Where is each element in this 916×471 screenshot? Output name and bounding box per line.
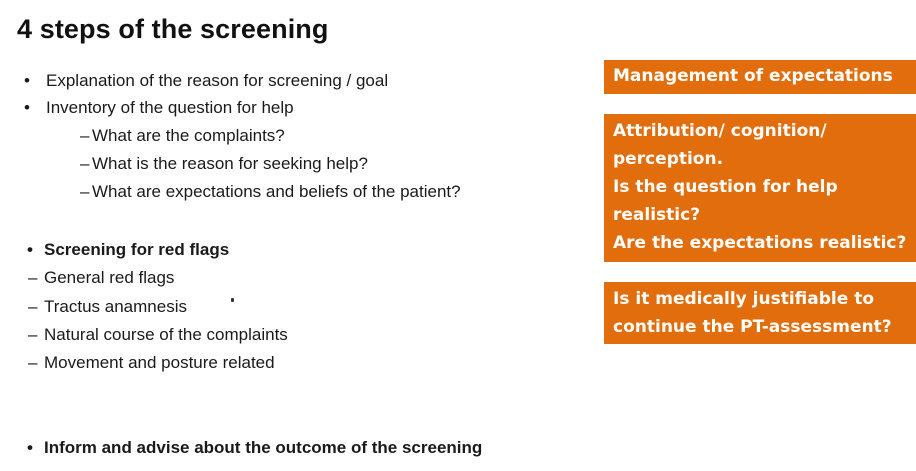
bullet-marker: • <box>27 240 33 259</box>
callout-line: Is it medically justifiable to <box>613 289 875 309</box>
sub-expectations: What are expectations and beliefs of the patient? <box>92 182 461 201</box>
bullet-marker: • <box>24 71 30 90</box>
bullet-marker: • <box>24 98 30 117</box>
callout-management-expectations <box>604 60 916 94</box>
step-explanation: Explanation of the reason for screening / goal <box>46 71 389 90</box>
callout-line: Management of expectations <box>613 66 893 86</box>
red-flag-general: General red flags <box>44 268 175 287</box>
red-flag-natural-course: Natural course of the complaints <box>44 325 288 344</box>
step-inventory: Inventory of the question for help <box>46 98 294 117</box>
bullet-marker: • <box>27 438 33 457</box>
dash-marker: – <box>28 268 38 287</box>
red-flag-tractus: Tractus anamnesis <box>44 297 187 316</box>
callout-line: continue the PT-assessment? <box>613 317 892 337</box>
callout-attribution <box>604 114 916 262</box>
step-red-flags: Screening for red flags <box>44 240 230 259</box>
dash-marker: – <box>80 154 90 173</box>
dash-marker: – <box>80 182 90 201</box>
callout-line: Is the question for help <box>613 177 838 197</box>
callout-line: perception. <box>613 149 724 169</box>
red-flag-movement: Movement and posture related <box>44 353 275 372</box>
dash-marker: – <box>80 126 90 145</box>
callout-line: realistic? <box>613 205 701 225</box>
step-inform-advise: Inform and advise about the outcome of the screening <box>44 438 483 457</box>
callout-line: Attribution/ cognition/ <box>613 121 827 141</box>
dash-marker: – <box>28 353 38 372</box>
cursor-mark <box>231 298 234 302</box>
callout-line: Are the expectations realistic? <box>613 233 907 253</box>
sub-reason-help: What is the reason for seeking help? <box>92 154 368 173</box>
dash-marker: – <box>28 297 38 316</box>
dash-marker: – <box>28 325 38 344</box>
sub-complaints: What are the complaints? <box>92 126 285 145</box>
page-title: 4 steps of the screening <box>17 14 329 44</box>
callout-medically-justifiable <box>604 282 916 344</box>
